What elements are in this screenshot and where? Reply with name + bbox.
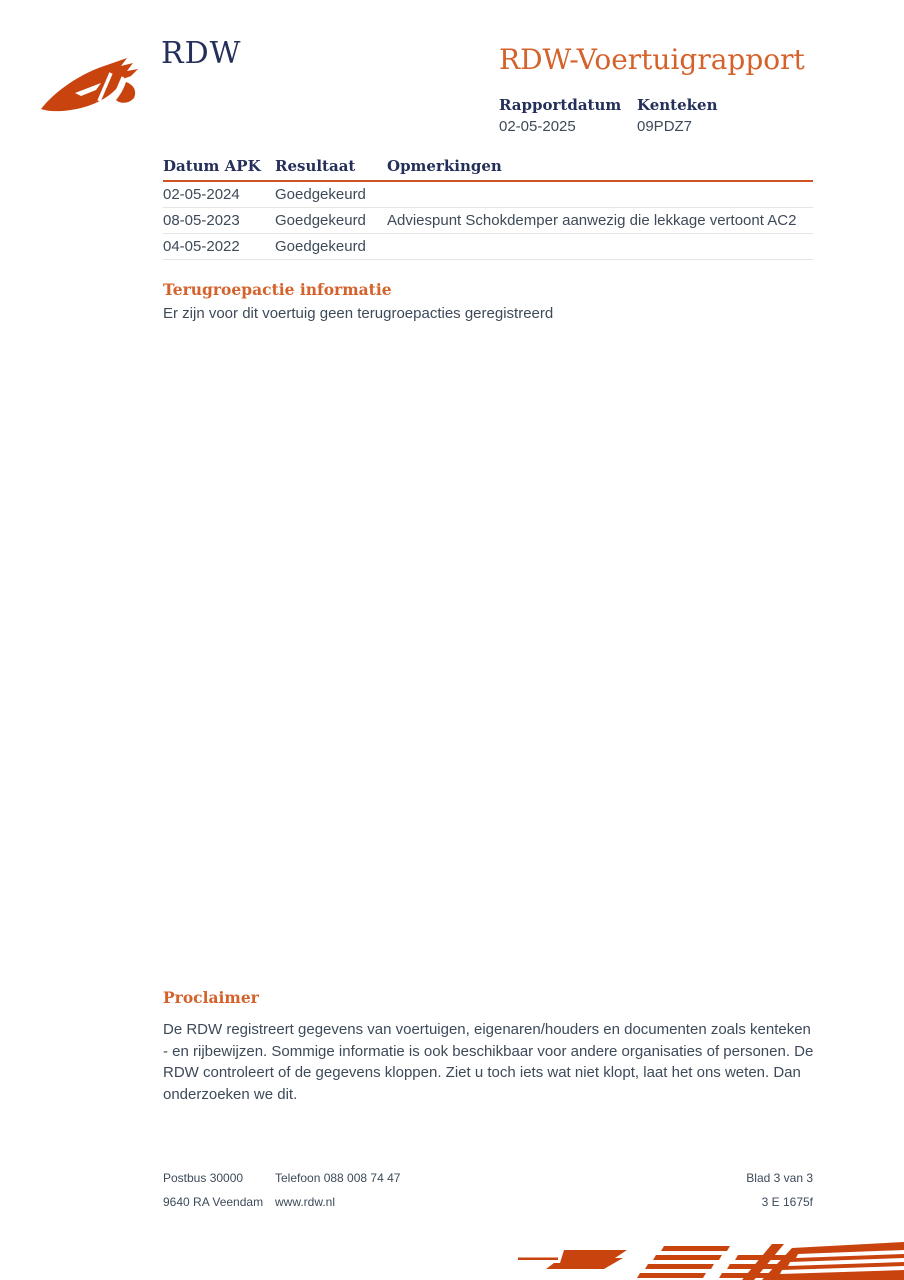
- rdw-feather-logo-icon: [39, 55, 147, 113]
- footer-website: www.rdw.nl: [275, 1195, 336, 1209]
- footer-address-line1: Postbus 30000: [163, 1171, 244, 1185]
- cell-datum: 02-05-2024: [163, 186, 240, 203]
- footer-phone: Telefoon 088 008 74 47: [275, 1171, 401, 1185]
- apk-results-table: [163, 158, 813, 260]
- footer-page-indicator: Blad 3 van 3: [746, 1171, 813, 1185]
- cell-resultaat: Goedgekeurd: [275, 238, 366, 255]
- proclaimer-heading: Proclaimer: [163, 988, 259, 1007]
- footer-form-code: 3 E 1675f: [761, 1195, 813, 1209]
- license-plate-label: Kenteken: [637, 96, 718, 114]
- recall-section-heading: Terugroepactie informatie: [163, 280, 392, 299]
- cell-datum: 08-05-2023: [163, 212, 240, 229]
- column-header-resultaat: Resultaat: [275, 157, 356, 175]
- table-row: [163, 182, 813, 208]
- rdw-wordmark: RDW: [161, 36, 242, 71]
- table-row: [163, 208, 813, 234]
- cell-datum: 04-05-2022: [163, 238, 240, 255]
- proclaimer-text: De RDW registreert gegevens van voertuigen, eigenaren/houders en documenten zoals kenteken - en rijbewijzen. Sommige informatie is ook beschikbaar voor andere organisaties of personen. De RDW controleert of de gegevens kloppen. Ziet u toch iets wat niet klopt, laat het ons weten. Dan onderzoeken we dit.: [163, 1021, 814, 1103]
- footer-address-line2: 9640 RA Veendam: [163, 1195, 264, 1209]
- cell-resultaat: Goedgekeurd: [275, 212, 366, 229]
- report-date-value: 02-05-2025: [499, 118, 576, 135]
- cell-opmerkingen: Adviespunt Schokdemper aanwezig die lekkage vertoont AC2: [387, 212, 797, 229]
- rdw-speed-stripes-graphic-icon: [514, 1242, 904, 1280]
- license-plate-value: 09PDZ7: [637, 118, 693, 135]
- column-header-opmerkingen: Opmerkingen: [387, 157, 502, 175]
- report-date-label: Rapportdatum: [499, 96, 622, 114]
- recall-section-text: Er zijn voor dit voertuig geen terugroepacties geregistreerd: [163, 305, 554, 322]
- table-row: [163, 234, 813, 260]
- column-header-datum-apk: Datum APK: [163, 157, 261, 175]
- page-title: RDW-Voertuigrapport: [499, 43, 805, 76]
- table-header-row: [163, 158, 813, 182]
- cell-resultaat: Goedgekeurd: [275, 186, 366, 203]
